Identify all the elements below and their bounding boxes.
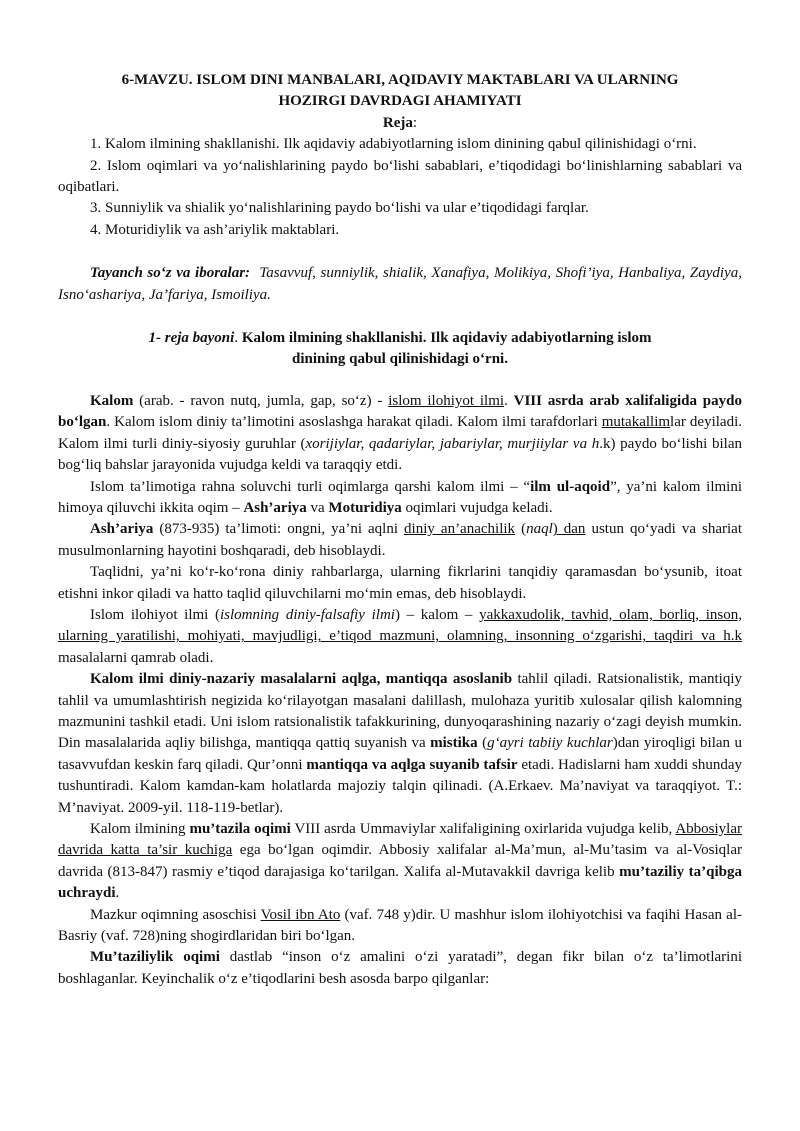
plan-item-1: 1. Kalom ilmining shakllanishi. Ilk aqidaviy adabiyotlarning islom dinining qabul qilinishidagi o‘rni. [90,136,697,153]
paragraph-ilm-ul-aqoid: Islom ta’limotiga rahna soluvchi turli oqimlarga qarshi kalom ilmi – “ilm ul-aqoid”, ya’ni kalom ilmini himoya qiluvchi ikkita oqim – Ash’ariya va Moturidiya oqimlari vujudga keladi. [58,478,742,516]
document-title [58,70,742,113]
section-heading-line-1: 1- reja bayoni. Kalom ilmining shakllanishi. Ilk aqidaviy adabiyotlarning islom [148,330,652,347]
title-line-2: HOZIRGI DAVRDAGI AHAMIYATI [278,93,522,110]
keywords-text: Tasavvuf, sunniylik, shialik, Xanafiya, Molikiya, Shofi’iya, Hanbaliya, Zaydiya, Isno‘ashariya, Ja’fariya, Ismoiliya. [58,265,743,303]
plan-item-4: 4. Moturidiylik va ash’ariylik maktablari. [90,221,340,238]
keywords-paragraph [58,263,742,306]
plan-item-3: 3. Sunniylik va shialik yo‘nalishlarining paydo bo‘lishi va ular e’tiqodidagi farqlar. [90,200,589,217]
paragraph-mutaziliylik: Mu’taziliylik oqimi dastlab “inson o‘z amalini o‘zi yaratadi”, degan fikr bilan o‘z ta’limotlarini boshlaganlar. Keyinchalik o‘z e’tiqodlarini besh asosda barpo qilganlar: [58,949,742,987]
paragraph-mutazila: Kalom ilmining mu’tazila oqimi VIII asrda Ummaviylar xalifaligining oxirlarida vujudga kelib, Abbosiylar davrida katta ta’sir kuchiga ega bo‘lgan oqimdir. Abbosiy xalifalar al-Ma’mun, al-Mu’tasim va al-Vosiqlar davrida (813-847) rasmiy e’tiqod darajasiga ko‘tarilgan. Xalifa al-Mutavakkil davriga kelib mu’taziliy ta’qibga uchraydi. [58,821,743,902]
paragraph-ashariya: Ash’ariya (873-935) ta’limoti: ongni, ya’ni aqlni diniy an’anachilik (naql) dan ustun qo‘yadi va shariat musulmonlarning hayotini boshqaradi, deb hisoblaydi. [58,521,743,559]
plan-item-2: 2. Islom oqimlari va yo‘nalishlarining paydo bo‘lishi sabablari, e’tiqodidagi bo‘linishlarning sabablari va oqibatlari. [58,157,742,196]
paragraph-islom-ilohiyot: Islom ilohiyot ilmi (islomning diniy-falsafiy ilmi) – kalom – yakkaxudolik, tavhid, olam, borliq, inson, ularning yaratilishi, mohiyati, mavjudligi, e’tiqod mazmuni, olamning, insonning o‘zgarishi, taqdiri va h.k masalalarni qamrab oladi. [58,606,742,666]
keywords-label: Tayanch so‘z va iboralar: [90,265,251,282]
paragraph-kalom-aql-mantiq: Kalom ilmi diniy-nazariy masalalarni aqlga, mantiqqa asoslanib tahlil qiladi. Ratsionalistik, mantiqiy tahlil va umumlashtirish negizida ko‘rilayotgan masalani dalillash, mulohaza yuritib xulosalar qilish kalomning mazmunini tashkil etadi. Uni islom ratsionalistik tafakkurining, dunyoqarashining nazariy o‘zagi deyish mumkin. Din masalalarida aqliy bilishga, mantiqqa qattiq suyanish va mistika (g‘ayri tabiiy kuchlar)dan yiroqligi bilan u tasavvufdan keskin farq qiladi. Qur’onni mantiqqa va aqlga suyanib tafsir etadi. Hadislarni ham xuddi shunday tushuntiradi. Kalom kamdan-kam holatlarda majoziy talqin qilinadi. (A.Erkaev. Ma’naviyat va taraqqiyot. T.: M’naviyat. 2009-yil. 118-119-betlar). [58,671,743,816]
title-line-1: 6-MAVZU. ISLOM DINI MANBALARI, AQIDAVIY MAKTABLARI VA ULARNING [121,72,679,88]
plan-heading: Reja: [382,114,418,131]
paragraph-kalom-definition: Kalom (arab. - ravon nutq, jumla, gap, so‘z) - islom ilohiyot ilmi. VIII asrda arab xalifaligida paydo bo‘lgan. Kalom islom diniy ta’limotini asoslashga harakat qiladi. Kalom ilmi tarafdorlari mutakallimlar deyiladi. Kalom ilmi turli diniy-siyosiy guruhlar (xorijiylar, qadariylar, jabariylar, murjiiylar va h.k) paydo bo‘lishi bilan bog‘liq bahslar jarayonida vujudga keldi va taraqqiy etdi. [58,392,742,474]
paragraph-vosil-ibn-ato: Mazkur oqimning asoschisi Vosil ibn Ato (vaf. 748 y)dir. U mashhur islom ilohiyotchisi va faqihi Hasan al-Basriy (vaf. 728)ning shogirdlaridan biri bo‘lgan. [58,906,742,945]
paragraph-taqlid: Taqlidni, ya’ni ko‘r-ko‘rona diniy rahbarlarga, ularning fikrlarini tanqidiy qaramasdan bo‘ysunib, itoat etishni inkor qiladi va hatto taqlid qiluvchilarni mo‘min emas, deb hisoblaydi. [58,564,742,602]
section-heading-line-2: dinining qabul qilinishidagi o‘rni. [292,351,508,368]
